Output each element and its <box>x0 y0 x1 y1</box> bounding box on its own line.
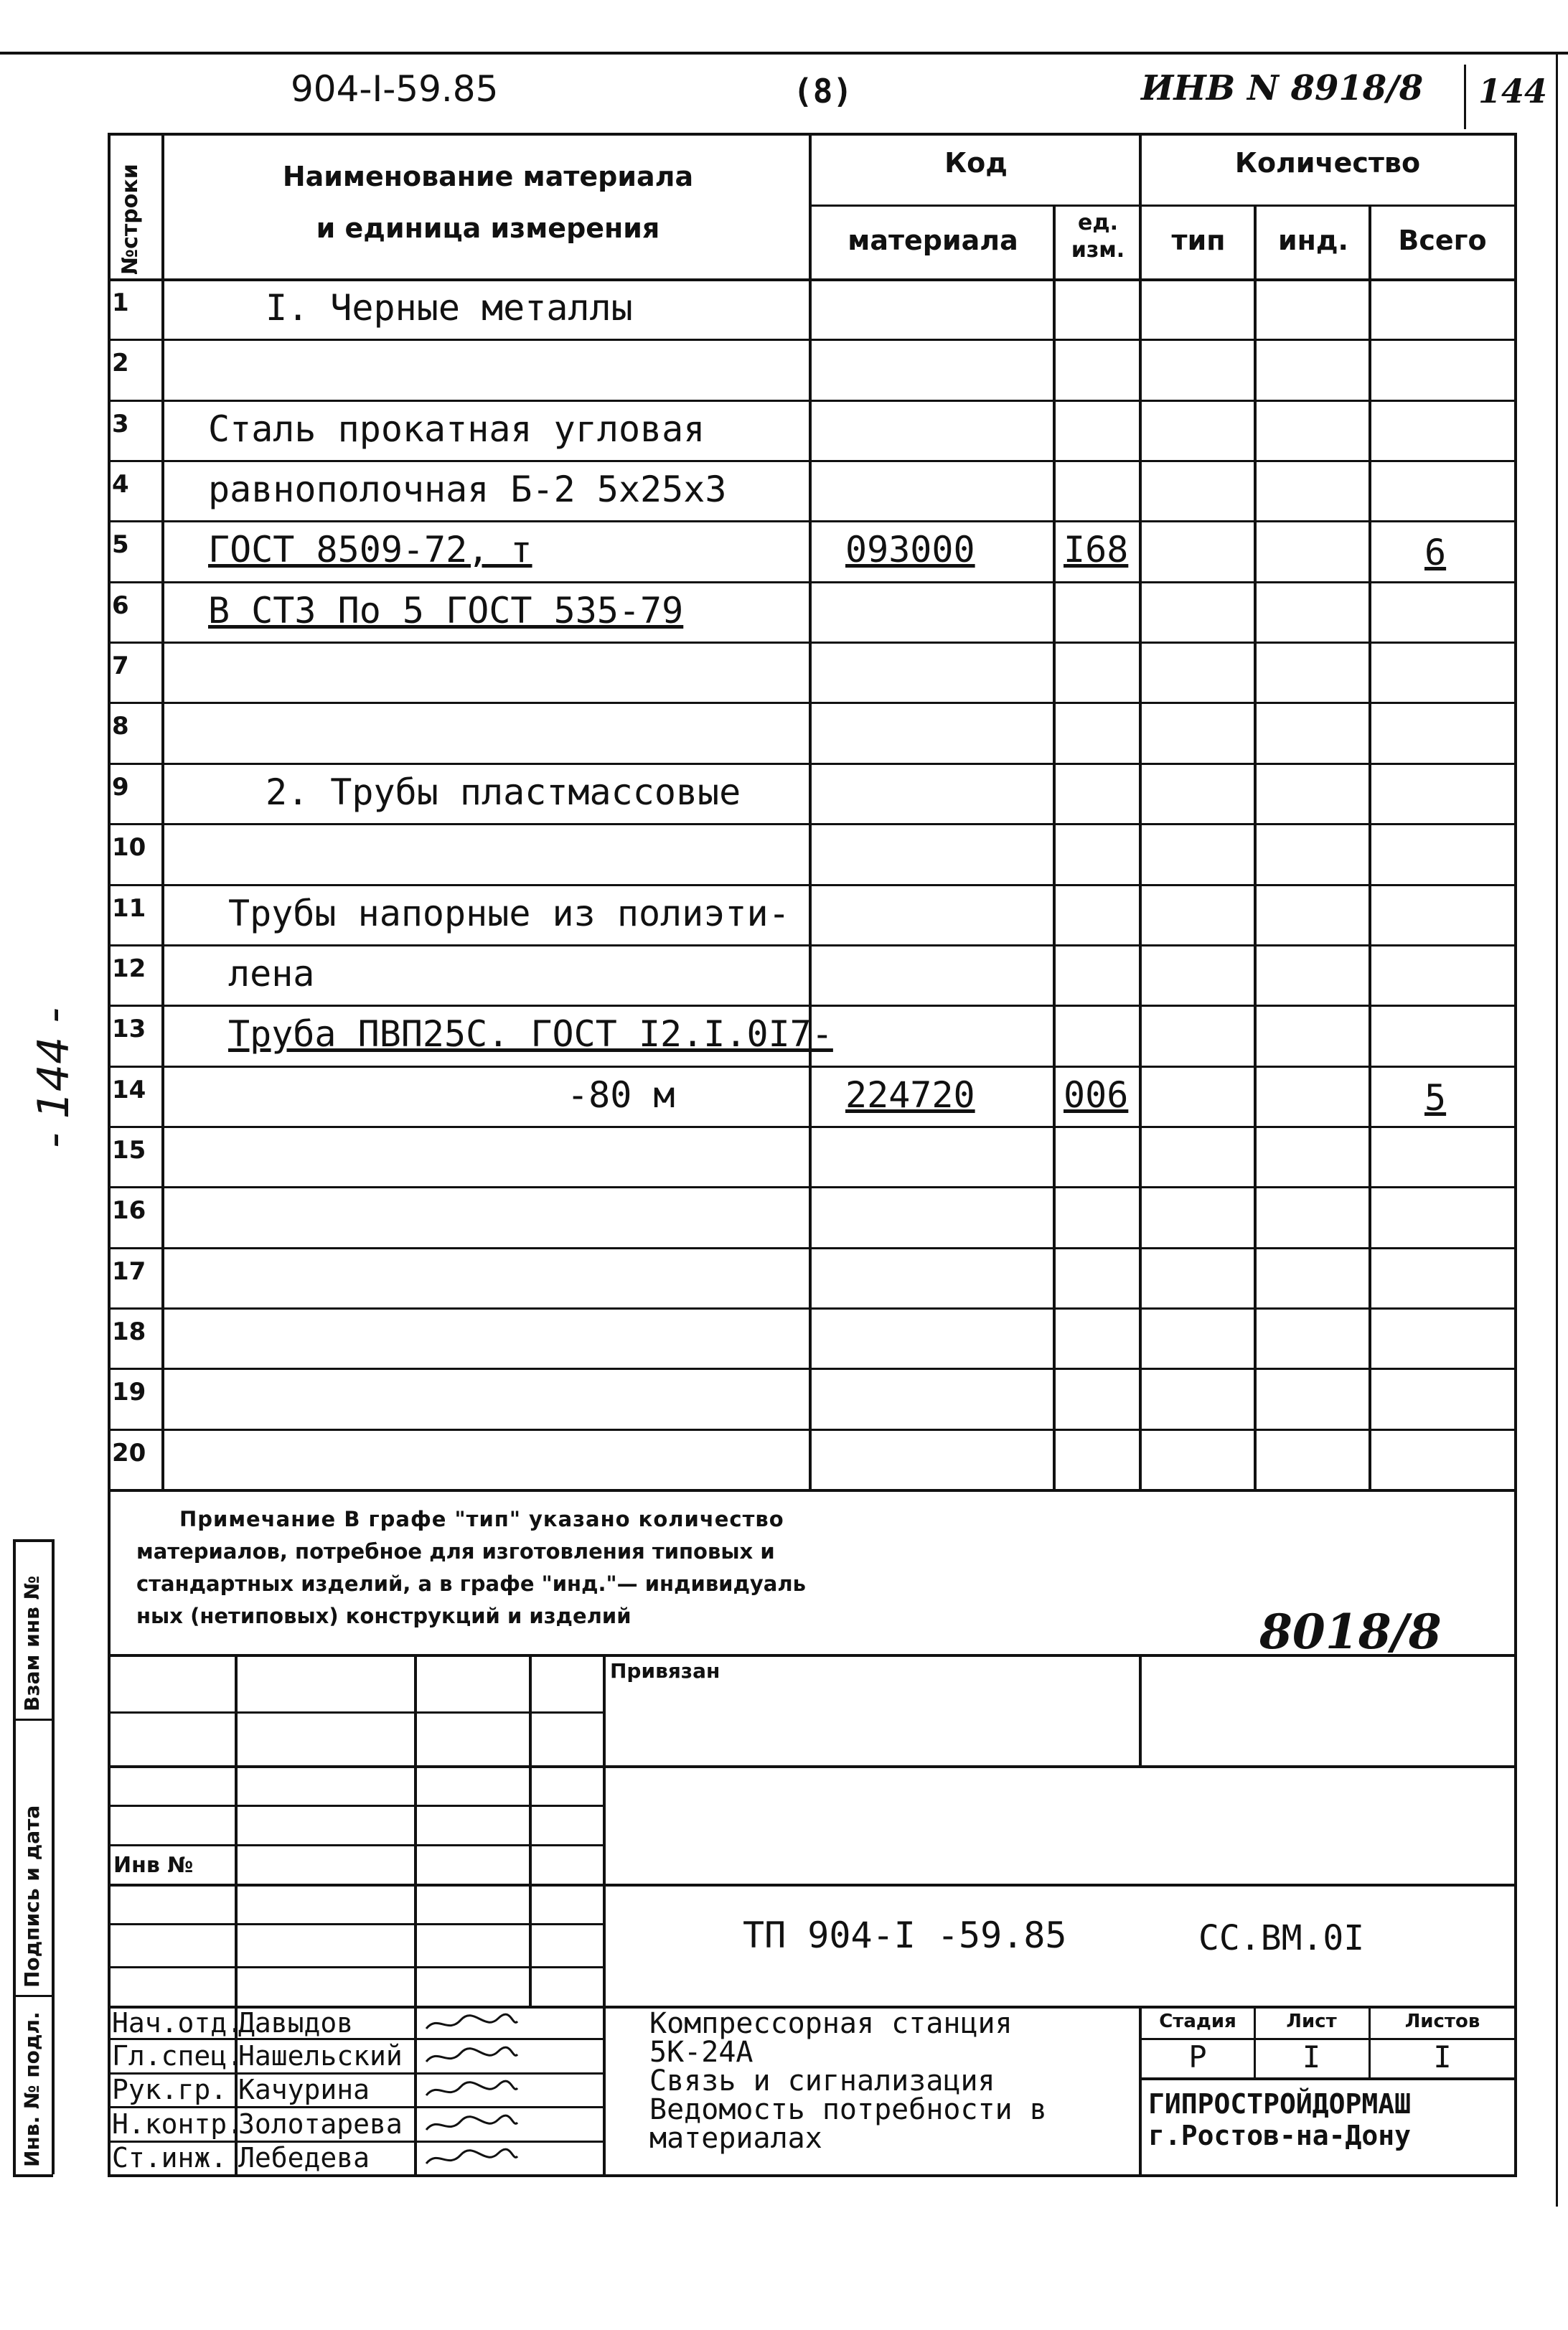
frame-top <box>108 133 1517 136</box>
row-number: 3 <box>112 409 129 438</box>
col-header-code-unit: ед. изм. <box>1071 210 1125 263</box>
row-number: 12 <box>112 954 146 983</box>
table-row <box>108 702 1517 762</box>
row-qty-total: 5 <box>1424 1076 1447 1119</box>
row-divider <box>108 339 1517 341</box>
sheet-no-divider <box>1464 65 1466 129</box>
signature-scribble <box>423 2046 520 2067</box>
signature-icon <box>423 2046 520 2067</box>
row-divider <box>108 1307 1517 1310</box>
stamp-organization <box>1148 2088 1411 2151</box>
row-number: 5 <box>112 530 129 560</box>
row-number: 7 <box>112 652 129 681</box>
stamp-grid-4 <box>108 1844 603 1846</box>
col-header-name <box>172 151 804 254</box>
row-divider <box>108 1429 1517 1431</box>
signatory-name: Золотарева <box>238 2108 403 2140</box>
sheets-value: I <box>1433 2039 1452 2075</box>
row-divider <box>108 1066 1517 1068</box>
signature-icon <box>423 2114 520 2136</box>
table-bottom-line <box>108 1489 1517 1492</box>
row-divider <box>108 460 1517 462</box>
col-header-qty-ind: инд. <box>1277 225 1348 256</box>
row-number: 10 <box>112 833 146 863</box>
row-unit-code: I68 <box>1064 529 1129 571</box>
signatory-name: Лебедева <box>238 2142 370 2174</box>
side-label-inv-podl: Инв. № подл. <box>20 2011 44 2167</box>
row-material-code: 224720 <box>845 1074 975 1116</box>
row-number: 14 <box>112 1075 146 1104</box>
row-name: -80 м <box>567 1074 675 1116</box>
stamp-grid-5 <box>108 1884 1517 1887</box>
row-name: ГОСТ 8509-72, т <box>208 529 532 571</box>
sheet-label: Лист <box>1286 2011 1337 2032</box>
stamp-bottom <box>108 2174 1517 2177</box>
table-row <box>108 1247 1517 1307</box>
row-name: Труба ПВП25С. ГОСТ I2.I.0I7- <box>228 1013 833 1056</box>
stage-block-row2 <box>1139 2077 1514 2080</box>
stamp-title-line3: Связь и сигнализация <box>649 2064 995 2098</box>
table-row <box>108 1368 1517 1428</box>
row-divider <box>108 400 1517 402</box>
stamp-title-line4: Ведомость потребности в <box>649 2093 1047 2126</box>
signatory-role: Н.контр. <box>112 2108 244 2140</box>
row-name: 2. Трубы пластмассовые <box>266 771 741 813</box>
stamp-grid-1 <box>108 1711 603 1714</box>
row-number: 9 <box>112 772 129 802</box>
row-divider <box>108 823 1517 825</box>
row-divider <box>108 702 1517 704</box>
note-handwritten-number: 8018/8 <box>1259 1604 1442 1660</box>
table-row <box>108 1126 1517 1186</box>
col-header-qty-type: тип <box>1171 225 1226 256</box>
stamp-doc-mark: СС.ВМ.0I <box>1198 1918 1365 1958</box>
col-header-rownum: №строки <box>118 164 143 275</box>
table-row <box>108 944 1517 1005</box>
row-name: равнополочная Б-2 5х25х3 <box>208 469 727 511</box>
top-border-line <box>0 52 1568 55</box>
row-divider <box>108 581 1517 583</box>
row-number: 1 <box>112 288 129 317</box>
note-line-4: ных (нетиповых) конструкций и изделий <box>136 1604 632 1628</box>
stamp-grid-7 <box>108 1966 603 1968</box>
stamp-privyazan: Привязан <box>610 1659 720 1683</box>
note-line-2: материалов, потребное для изготовления типовых и <box>136 1539 775 1564</box>
signature-scribble <box>423 2148 520 2169</box>
signatory-role: Ст.инж. <box>112 2142 227 2174</box>
inventory-stamp: ИНВ N 8918/8 <box>1141 68 1424 108</box>
signatory-role: Нач.отд. <box>112 2007 244 2039</box>
signatory-role: Гл.спец. <box>112 2040 244 2072</box>
col-header-qty: Количество <box>1234 147 1421 179</box>
note-block <box>136 1503 806 1633</box>
sheet-number: 144 <box>1478 72 1548 111</box>
stamp-grid-3 <box>108 1805 603 1807</box>
row-name: I. Черные металлы <box>266 287 633 329</box>
stage-block-left <box>1139 2006 1142 2174</box>
row-number: 11 <box>112 893 146 923</box>
side-strip-left <box>13 1539 16 2174</box>
row-name: Сталь прокатная угловая <box>208 408 705 450</box>
side-strip-div1 <box>13 1719 53 1721</box>
side-page-number: - 144 - <box>29 1007 79 1148</box>
header-mid-line <box>809 205 1514 207</box>
signature-icon <box>423 2013 520 2034</box>
row-divider <box>108 520 1517 522</box>
stamp-col3 <box>529 1654 532 2006</box>
stamp-col4 <box>603 1654 606 2174</box>
row-name: В СТ3 По 5 ГОСТ 535-79 <box>208 589 684 631</box>
signature-scribble <box>423 2080 520 2101</box>
stamp-top <box>108 1654 1517 1657</box>
row-number: 15 <box>112 1135 146 1165</box>
signatory-name: Давыдов <box>238 2007 354 2039</box>
row-number: 16 <box>112 1196 146 1226</box>
row-number: 4 <box>112 470 129 499</box>
note-line-3: стандартных изделий, а в графе "инд."— индивидуаль <box>136 1572 806 1596</box>
row-divider <box>108 1005 1517 1007</box>
side-strip-bottom <box>13 2174 53 2177</box>
col-header-name-line1: Наименование материала <box>282 161 694 192</box>
stamp-title <box>649 2009 1047 2153</box>
row-material-code: 093000 <box>845 529 975 571</box>
row-number: 6 <box>112 591 129 620</box>
row-divider <box>108 763 1517 765</box>
stamp-title-line5: материалах <box>649 2122 822 2155</box>
col-header-code-material: материала <box>848 225 1018 256</box>
signature-scribble <box>423 2114 520 2136</box>
stamp-inv-no: Инв № <box>113 1853 194 1878</box>
table-row <box>108 1186 1517 1246</box>
stamp-grid-2 <box>108 1765 1517 1768</box>
page-mark: (8) <box>793 72 853 111</box>
stamp-col2 <box>414 1654 417 2174</box>
row-divider <box>108 642 1517 644</box>
row-number: 8 <box>112 712 129 741</box>
row-divider <box>108 1247 1517 1249</box>
table-row <box>108 1429 1517 1489</box>
side-strip-top <box>13 1539 53 1542</box>
signature-scribble <box>423 2013 520 2034</box>
stamp-project-code: ТП 904-I -59.85 <box>743 1915 1067 1956</box>
note-line-1: Примечание В графе "тип" указано количество <box>179 1507 784 1531</box>
row-name: Трубы напорные из полиэти- <box>228 892 790 934</box>
signatory-name: Нашельский <box>238 2040 403 2072</box>
row-number: 18 <box>112 1317 146 1346</box>
organization-city: г.Ростов-на-Дону <box>1148 2120 1412 2151</box>
side-strip-right <box>52 1539 55 2174</box>
side-strip-div2 <box>13 1995 53 1997</box>
table-row <box>108 1066 1517 1126</box>
side-label-sign-date: Подпись и дата <box>20 1805 44 1988</box>
col-header-qty-total: Всего <box>1398 225 1487 256</box>
table-row <box>108 823 1517 883</box>
row-number: 2 <box>112 349 129 378</box>
signature-icon <box>423 2148 520 2169</box>
stage-label: Стадия <box>1159 2011 1236 2032</box>
stamp-title-line1: Компрессорная станция <box>649 2007 1013 2040</box>
row-divider <box>108 1186 1517 1188</box>
table-row <box>108 1307 1517 1368</box>
row-name: лена <box>228 952 315 995</box>
table-row <box>108 642 1517 702</box>
right-binding-line <box>1556 54 1558 2207</box>
row-number: 17 <box>112 1256 146 1286</box>
row-unit-code: 006 <box>1064 1074 1129 1116</box>
stamp-title-line2: 5К-24А <box>649 2036 754 2069</box>
stamp-grid-6 <box>108 1923 603 1925</box>
signatory-role: Рук.гр. <box>112 2074 227 2105</box>
row-qty-total: 6 <box>1424 532 1447 574</box>
row-divider <box>108 1368 1517 1370</box>
sheets-label: Листов <box>1404 2011 1480 2032</box>
table-row <box>108 339 1517 399</box>
signatory-name: Качурина <box>238 2074 370 2105</box>
row-number: 19 <box>112 1378 146 1407</box>
row-divider <box>108 884 1517 886</box>
stage-value: Р <box>1188 2039 1207 2075</box>
col-header-code: Код <box>944 147 1008 179</box>
row-divider <box>108 1126 1517 1128</box>
organization-name: ГИПРОСТРОЙДОРМАШ <box>1148 2088 1412 2120</box>
stamp-col1 <box>235 1654 238 2174</box>
side-label-vzam-inv: Взам инв № <box>20 1575 44 1711</box>
row-number: 13 <box>112 1015 146 1044</box>
signature-icon <box>423 2080 520 2101</box>
row-divider <box>108 944 1517 946</box>
document-code: 904-I-59.85 <box>291 68 499 110</box>
col-header-name-line2: и единица измерения <box>316 212 660 244</box>
stamp-col-priv <box>1139 1654 1142 1765</box>
sheet-value: I <box>1302 2039 1321 2075</box>
row-number: 20 <box>112 1438 146 1467</box>
